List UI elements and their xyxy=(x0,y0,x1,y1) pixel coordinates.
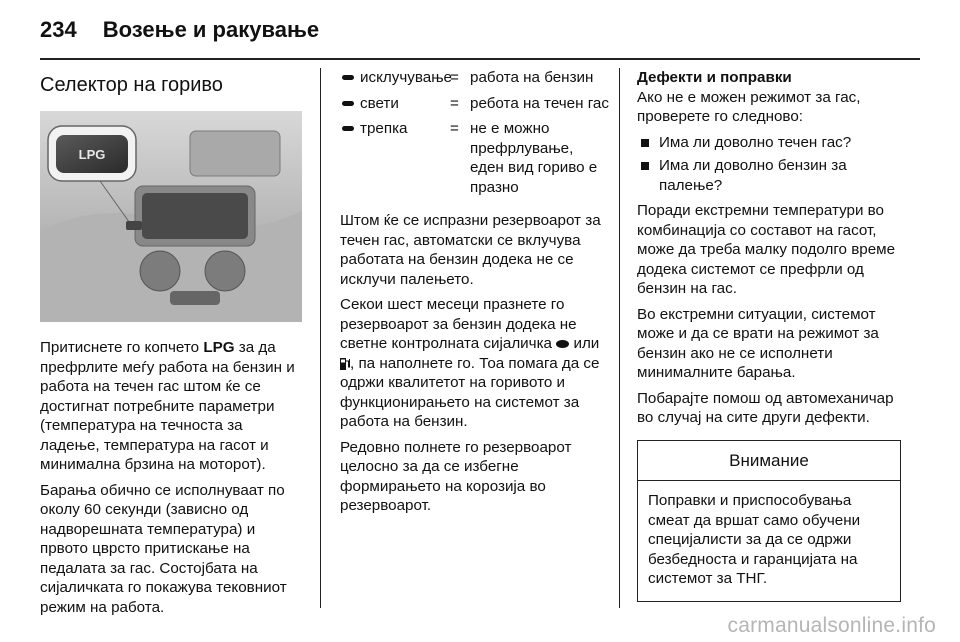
page-number: 234 xyxy=(40,17,77,42)
faults-heading: Дефекти и поправки xyxy=(637,69,792,86)
lamp-row-on: свети = ребота на течен гас xyxy=(340,94,610,114)
lamp-row-flashing: трепка = не е можно префрлување, еден вид гориво е празно xyxy=(340,119,610,197)
section-title: Селектор на гориво xyxy=(40,74,223,96)
lpg-lamp-icon xyxy=(556,340,569,348)
lamp-row-off: исклучување = работа на бензин xyxy=(340,68,610,88)
col1-paragraph-2: Барања обично се исполнуваат по околу 60 секунди (зависно од надворешната температура) и првото цврсто притискање на педалата за гас. Состојбата на сијаличката го покажува тековниот режим на работа. xyxy=(40,481,287,616)
header-rule xyxy=(40,58,920,60)
lpg-key-label: LPG xyxy=(203,339,235,356)
column-middle xyxy=(340,68,610,522)
chapter-title: Возење и ракување xyxy=(102,17,320,42)
lpg-lamp-icon xyxy=(342,101,354,106)
column-right xyxy=(637,68,907,602)
column-divider-1 xyxy=(320,68,321,608)
page-header xyxy=(40,10,920,50)
col3-paragraph-1: Поради екстремни температури во комбинација со составот на гасот, може да треба малку подолго време додека системот се префрли од бензин на гас. xyxy=(637,202,896,297)
warning-body: Поправки и приспособувања смеат да вршат само обучени специјалисти за да се одржи безбедноста и гаранцијата на системот за ТНГ. xyxy=(648,492,861,587)
col3-paragraph-2: Во екстремни ситуации, системот може и да се врати на режимот за бензин ако не се исполнети минималните барања. xyxy=(637,305,879,381)
col3-paragraph-3: Побарајте помош од автомеханичар во случај на сите други дефекти. xyxy=(637,389,894,426)
warning-title: Внимание xyxy=(638,441,900,482)
watermark: carmanualsonline.info xyxy=(727,614,936,637)
warning-box xyxy=(637,440,901,602)
column-divider-2 xyxy=(619,68,620,608)
col1-paragraph-1: Притиснете го копчето LPG за да префрлите меѓу работа на бензин и работа на течен гас штом ќе се достигнат потребните параметри (температура на течноста за ладење, температура на гасот и минимална брзина на моторот). xyxy=(40,339,295,473)
col2-paragraph-2: Секои шест месеци празнете го резервоарот за бензин додека не светне контролната сијаличка или , па наполнете го. Тоа помага да се одржи квалитетот на горивото и функционирањето на системот за работа на бензин. xyxy=(340,296,600,430)
lpg-button-photo xyxy=(40,111,302,322)
lpg-lamp-icon xyxy=(342,126,354,131)
dashboard-illustration xyxy=(40,111,302,322)
lpg-lamp-icon xyxy=(342,75,354,80)
list-item: Има ли доволно течен гас? xyxy=(637,133,907,153)
column-left xyxy=(40,68,302,623)
check-list xyxy=(637,133,907,196)
list-item: Има ли доволно бензин за палење? xyxy=(637,156,907,195)
lpg-button-label: LPG xyxy=(78,147,106,162)
col2-paragraph-1: Штом ќе се испразни резервоарот за течен гас, автоматски се вклучува работата на бензин додека не се исклучи палењето. xyxy=(340,212,601,288)
bullet-square-icon xyxy=(641,139,649,147)
col2-paragraph-3: Редовно полнете го резервоарот целосно за да се избегне формирањето на корозија во резервоарот. xyxy=(340,438,572,514)
faults-intro: Ако не е можен режимот за гас, проверете го следново: xyxy=(637,88,861,125)
bullet-square-icon xyxy=(641,162,649,170)
fuel-pump-icon xyxy=(340,356,350,370)
